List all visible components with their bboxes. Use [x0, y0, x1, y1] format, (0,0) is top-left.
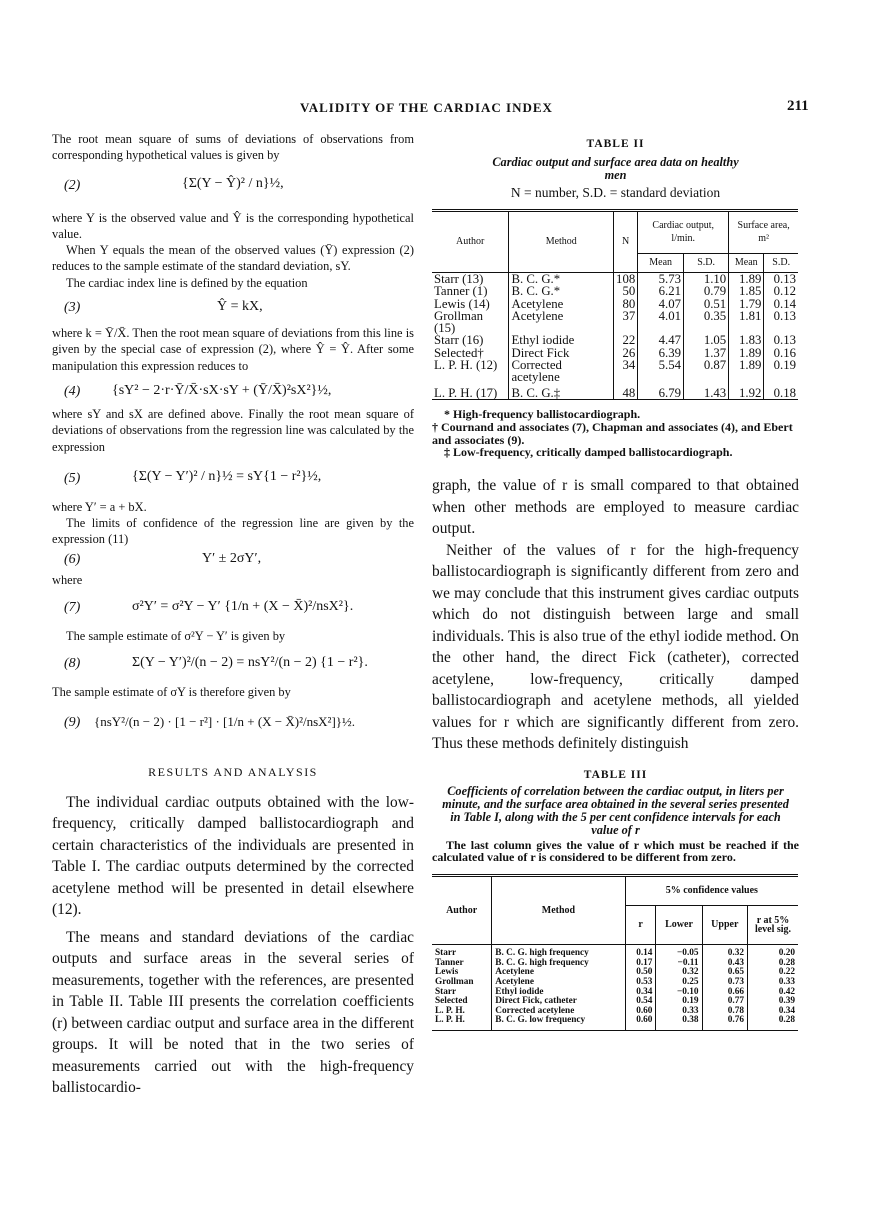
cell-co-sd: 0.87 [684, 359, 729, 384]
col-header-method: Method [492, 876, 625, 945]
cell-upper: 0.76 [702, 1016, 747, 1030]
cell-sa-mean: 1.81 [729, 310, 764, 335]
cell-co-mean: 5.73 [638, 273, 684, 286]
cell-r5: 0.28 [778, 1015, 795, 1026]
cell-co-sd: 1.10 [684, 273, 729, 286]
cell-co-sd: 1.43 [684, 384, 729, 400]
table-row [432, 285, 798, 297]
cell-co-mean: 5.54 [638, 359, 684, 384]
cell-method: Corrected acetylene [492, 1007, 625, 1017]
cell-co-mean: 4.07 [638, 298, 684, 310]
cell-co-sd: 1.05 [684, 334, 729, 346]
cell-lower: −0.11 [656, 959, 702, 969]
cell-co-mean: 6.39 [638, 347, 684, 359]
cell-co-mean: 4.47 [638, 334, 684, 346]
cell-author: Tanner [432, 959, 492, 969]
cell-method: Ethyl iodide [509, 334, 614, 346]
col-header-mean: Mean [638, 254, 684, 273]
cell-sa-sd: 0.13 [773, 333, 796, 348]
cell-method: Acetylene [509, 298, 614, 310]
cell-r: 0.54 [625, 997, 656, 1007]
cell-lower: 0.38 [656, 1016, 702, 1030]
paragraph: where [52, 572, 83, 587]
cell-method: B. C. G.‡ [509, 384, 614, 400]
cell-upper: 0.73 [702, 978, 747, 988]
cell-method: B. C. G. low frequency [492, 1016, 625, 1030]
cell-r5: 0.42 [778, 986, 795, 997]
table3-note: The last column gives the value of r which must be reached if the calculated value of r is considered to be different from zero. [432, 837, 799, 865]
col-header-r5: r at 5% level sig. [754, 914, 792, 936]
footnote: * High-frequency ballistocardiograph. [444, 406, 641, 421]
cell-lower: 0.25 [656, 978, 702, 988]
col-header-n: N [614, 211, 638, 273]
paragraph: where sY and sX are defined above. Finally the root mean square of deviations of observations from the regression line was calculated by the expression [52, 406, 414, 454]
cell-author: L. P. H. [432, 1016, 492, 1030]
page-number: 211 [787, 98, 809, 114]
cell-lower: −0.05 [656, 945, 702, 959]
footnote: ‡ Low-frequency, critically damped ballistocardiograph. [444, 445, 733, 460]
paragraph: graph, the value of r is small compared to that obtained when other methods are employed to measure cardiac output. [432, 477, 799, 538]
cell-n: 22 [614, 334, 638, 346]
cell-upper: 0.65 [702, 968, 747, 978]
table-row [432, 384, 798, 400]
cell-r5: 0.28 [778, 957, 795, 968]
paragraph: The cardiac index line is defined by the equation [66, 275, 308, 290]
col-header-method: Method [509, 211, 614, 273]
cell-n: 80 [614, 298, 638, 310]
cell-author: Lewis (14) [432, 298, 509, 310]
equation-8: (8) Σ(Y − Y′)²/(n − 2) = nsY²/(n − 2) {1 − r²}. [64, 655, 368, 672]
cell-r5: 0.39 [778, 996, 795, 1007]
table2-caption: Cardiac output and surface area data on healthy men [492, 155, 739, 182]
cell-r: 0.50 [625, 968, 656, 978]
cell-upper: 0.78 [702, 1007, 747, 1017]
cell-sa-sd: 0.14 [773, 296, 796, 311]
cell-upper: 0.66 [702, 988, 747, 998]
right-column [432, 128, 799, 1031]
cell-sa-sd: 0.19 [773, 358, 796, 373]
cell-author: Tanner (1) [432, 285, 509, 297]
table-row [432, 310, 798, 335]
cell-r: 0.60 [625, 1007, 656, 1017]
cell-author: Starr [432, 945, 492, 959]
equation-4: (4) {sY² − 2·r·Ȳ/X̄·sX·sY + (Ȳ/X̄)²sX²}½, [64, 382, 332, 399]
cell-r: 0.60 [625, 1016, 656, 1030]
cell-sa-sd: 0.13 [773, 308, 796, 323]
table3-label: TABLE III [583, 768, 648, 781]
footnote: † Cournand and associates (7), Chapman and associates (4), and Ebert and associates (9). [432, 419, 793, 447]
cell-sa-mean: 1.92 [729, 384, 764, 400]
cell-author: Starr (13) [432, 273, 509, 286]
paragraph: where k = Ȳ/X̄. Then the root mean square of deviations from this line is given by the special case of expression (2), where Ŷ = Ŷ. After some manipulation this expression reduces to [52, 326, 414, 373]
cell-author: Lewis [432, 968, 492, 978]
cell-author: Grollman [432, 978, 492, 988]
table3-caption: Coefficients of correlation between the cardiac output, in liters per minute, and the surface area obtained in the several series presented in Table I, along with the 5 per cent confidence intervals for each value of r [442, 783, 789, 837]
col-header-author: Author [432, 211, 509, 273]
cell-author: Starr [432, 988, 492, 998]
cell-author: Grollman (15) [432, 310, 509, 335]
equation-3: (3) Ŷ = kX, [64, 299, 263, 316]
cell-lower: −0.10 [656, 988, 702, 998]
paragraph: The limits of confidence of the regression line are given by the expression (11) [52, 516, 414, 547]
cell-r5: 0.20 [778, 948, 795, 959]
table-row [432, 945, 798, 959]
equation-9: (9) {nsY²/(n − 2) · [1 − r²] · [1/n + (X − X̄)²/nsX²]}½. [64, 713, 356, 730]
cell-r5: 0.33 [778, 977, 795, 988]
cell-lower: 0.32 [656, 968, 702, 978]
cell-method: Corrected acetylene [509, 359, 614, 384]
cell-co-mean: 6.79 [638, 384, 684, 400]
cell-sa-mean: 1.85 [729, 285, 764, 297]
col-header-surface: Surface area, m² [729, 211, 798, 254]
cell-method: Acetylene [492, 968, 625, 978]
left-column [52, 128, 414, 1099]
cell-author: L. P. H. (12) [432, 359, 509, 384]
cell-r: 0.34 [625, 988, 656, 998]
paragraph: The means and standard deviations of the cardiac outputs and surface areas in the several series of measurements, together with the references, are presented in Table II. Table III presents the correlation coefficients (r) between cardiac output and surface area in the different groups. It will be noted that in the two series of measurements carried out with the high-frequency ballistocardio- [52, 928, 414, 1097]
cell-author: Selected [432, 997, 492, 1007]
cell-upper: 0.32 [702, 945, 747, 959]
paragraph: The root mean square of sums of deviations of observations from corresponding hypothetical values is given by [52, 132, 414, 163]
table-row [432, 359, 798, 384]
cell-co-sd: 0.79 [684, 285, 729, 297]
cell-upper: 0.77 [702, 997, 747, 1007]
cell-co-sd: 1.37 [684, 347, 729, 359]
col-header-sd: S.D. [684, 254, 729, 273]
cell-co-mean: 6.21 [638, 285, 684, 297]
cell-author: Starr (16) [432, 334, 509, 346]
paragraph: When Y equals the mean of the observed values (Ȳ) expression (2) reduces to the sample estimate of the standard deviation, sY. [52, 243, 414, 274]
cell-method: Ethyl iodide [492, 988, 625, 998]
cell-lower: 0.33 [656, 1007, 702, 1017]
col-header-lower: Lower [656, 906, 702, 945]
paragraph: Neither of the values of r for the high-frequency ballistocardiograph is significantly different from zero and we may conclude that this instrument gives cardiac outputs which do not distinguish between large and small individuals. This is also true of the ethyl iodide method. On the other hand, the direct Fick (catheter), corrected acetylene, low-frequency, critically damped ballistocardiograph and acetylene methods, all yielded values for r which are significantly different from zero. Thus these methods definitely distinguish [432, 541, 799, 753]
cell-sa-sd: 0.12 [773, 284, 796, 299]
cell-method: B. C. G.* [509, 273, 614, 286]
table-row [432, 1016, 798, 1030]
cell-co-sd: 0.51 [684, 298, 729, 310]
cell-method: Acetylene [509, 310, 614, 335]
col-header-sd: S.D. [772, 256, 791, 268]
cell-co-sd: 0.35 [684, 310, 729, 335]
cell-method: B. C. G.* [509, 285, 614, 297]
cell-n: 108 [614, 273, 638, 286]
cell-r5: 0.22 [778, 967, 795, 978]
table2-footnotes [432, 408, 799, 459]
cell-author: L. P. H. [432, 1007, 492, 1017]
cell-sa-mean: 1.89 [729, 273, 764, 286]
cell-n: 34 [614, 359, 638, 384]
cell-r5: 0.34 [778, 1005, 795, 1016]
cell-method: Acetylene [492, 978, 625, 988]
table-3 [432, 874, 798, 1031]
paragraph: where Y is the observed value and Ŷ is the corresponding hypothetical value. [52, 210, 414, 241]
table2-legend: N = number, S.D. = standard deviation [510, 185, 721, 200]
section-heading: RESULTS AND ANALYSIS [148, 764, 318, 779]
cell-r: 0.17 [625, 959, 656, 969]
paragraph: where Y′ = a + bX. [52, 499, 147, 514]
equation-7: (7) σ²Y′ = σ²Y − Y′ {1/n + (X − X̄)²/nsX²}. [64, 599, 354, 616]
paragraph: The sample estimate of σY is therefore given by [52, 685, 291, 700]
cell-author: L. P. H. (17) [432, 384, 509, 400]
cell-method: B. C. G. high frequency [492, 945, 625, 959]
cell-r: 0.53 [625, 978, 656, 988]
cell-lower: 0.19 [656, 997, 702, 1007]
equation-2: (2) {Σ(Y − Ŷ)² / n}½, [64, 175, 284, 193]
cell-co-mean: 4.01 [638, 310, 684, 335]
paragraph: The sample estimate of σ²Y − Y′ is given by [66, 629, 286, 644]
cell-n: 50 [614, 285, 638, 297]
cell-r: 0.14 [625, 945, 656, 959]
cell-method: B. C. G. high frequency [492, 959, 625, 969]
cell-n: 48 [614, 384, 638, 400]
col-header-upper: Upper [702, 906, 747, 945]
running-title: VALIDITY OF THE CARDIAC INDEX [300, 100, 553, 115]
equation-6: (6) Y′ ± 2σY′, [64, 550, 262, 567]
cell-sa-mean: 1.79 [729, 298, 764, 310]
cell-n: 26 [614, 347, 638, 359]
paragraph: The individual cardiac outputs obtained with the low-frequency, critically damped ballistocardiograph and certain characteristics of the individuals are presented in Table I. The cardiac outputs determined by the corrected acetylene method will be presented in detail elsewhere (12). [52, 793, 414, 919]
col-header-mean: Mean [729, 254, 764, 273]
col-header-author: Author [432, 876, 492, 945]
cell-sa-mean: 1.89 [729, 359, 764, 384]
cell-n: 37 [614, 310, 638, 335]
table2-label: TABLE II [586, 138, 645, 150]
col-header-conf: 5% confidence values [625, 876, 798, 906]
equation-5: (5) {Σ(Y − Y′)² / n}½ = sY{1 − r²}½, [64, 468, 322, 486]
cell-sa-sd: 0.16 [773, 345, 796, 360]
cell-sa-mean: 1.83 [729, 334, 764, 346]
cell-author: Selected† [432, 347, 509, 359]
cell-sa-sd: 0.13 [773, 272, 796, 286]
cell-sa-mean: 1.89 [729, 347, 764, 359]
cell-sa-sd: 0.18 [773, 385, 796, 400]
table-2 [432, 209, 798, 400]
col-header-r: r [625, 906, 656, 945]
cell-method: Direct Fick, catheter [492, 997, 625, 1007]
col-header-cardiac: Cardiac output, l/min. [638, 211, 729, 254]
table-row [432, 334, 798, 346]
cell-method: Direct Fick [509, 347, 614, 359]
cell-upper: 0.43 [702, 959, 747, 969]
